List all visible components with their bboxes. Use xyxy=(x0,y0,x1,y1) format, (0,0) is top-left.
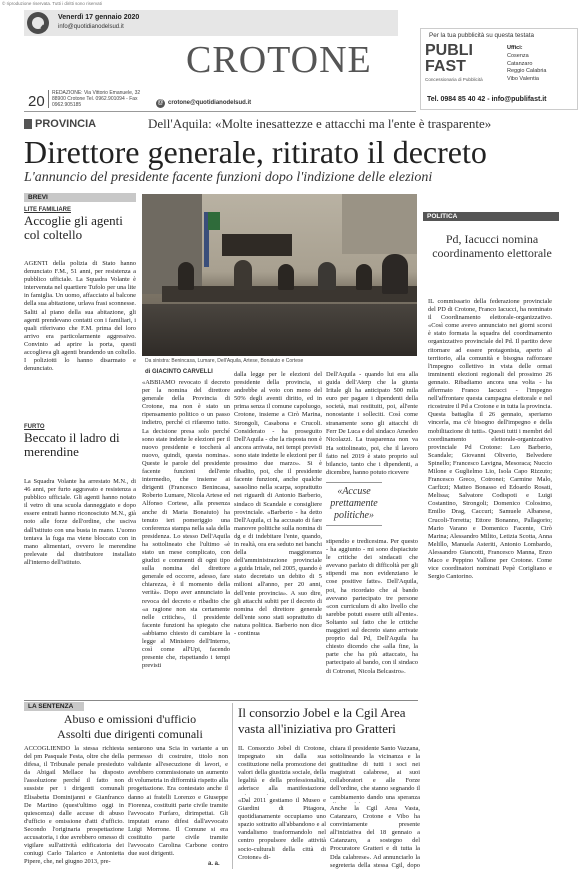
redazione-info: REDAZIONE: Via Vittorio Emanuele, 32 88900 Crotone Tel. 0962.901094 - Fax 0962.905185 xyxy=(52,90,141,108)
section-marker xyxy=(24,119,32,129)
jobel-column-3: chiara il presidente Santo Vazzana, sottolineando la vicinanza e la gratitudine di tutti i soci nei magistrati calabrese, ai suoi collaboratori e alle Forze dell'ordine, che stanno segnando il cambiamento dando una speranza xyxy=(330,745,420,801)
page-number: 20 xyxy=(28,93,45,110)
divider xyxy=(232,703,233,869)
photo-caption: Da sinistra: Benincasa, Lumare, Dell'Aquila, Artese, Bonaiuto e Cortese xyxy=(145,358,304,364)
article-column-2: dalla legge per le elezioni del presidente della provincia, si andrebbe al voto con meno del 50% degli aventi diritto, ed in prima senza il comune capoluogo, Crotone, insieme a Cirò Marina, Strongoli, Casabona e Crucoli. Considerato - ha proseguito Dell'Aquila - che la risposta non è ancora arrivata, nei tempi previsti sono state indette le elezioni per il prossimo due marzo». Si è ribadito, poi, che il presidente facente funzioni, anche qualche sassolino nella scarpa, soprattutto nei riguardi di Antonio Barberio, sindaco di Scandale e consigliere provinciale. «Barberio - ha detto Dell'Aquila, ci ha accusato di fare manovre politiche sulla nomina di dg e di indebitare l'ente, quando, in realtà, ora era seduto nei banchi della maggioranza dell'amministrazione provinciale a guida Iritale, nel 2005, quando è stato decretato un debito di 5 milioni all'anno, per 20 anni, dell'ente provincia». A suo dire, gli attacchi subiti per il decreto di nomina del direttore generale dell'ente sono stati soprattutto di natura politica. Barberio non dice - continua xyxy=(234,371,322,637)
redazione-email[interactable]: crotone@quotidianodelsud.it xyxy=(168,100,252,106)
article-headline: Direttore generale, ritirato il decreto xyxy=(24,134,487,170)
ad-brand-sub: Concessionaria di Pubblicità xyxy=(425,77,483,82)
brevi-item2-kicker: FURTO xyxy=(24,424,45,430)
ad-tagline: Per la tua pubblicità su questa testata xyxy=(429,32,535,39)
ad-offices-list xyxy=(507,53,546,83)
masthead-date: Venerdì 17 gennaio 2020 xyxy=(58,14,140,21)
article-column-3c: stipendio e tredicesima. Per questo - ha aggiunto - mi sono dispiaciute le critiche dei sindacati che avevano parlato di difficoltà per gli stipendi ma non evidenziano le cose positive fatte». Dell'Aquila, poi, ha ricordato che al bando avevano partecipato tre persone «con curriculum di alto livello che sarebbe potuti essere utili all'ente». Soltanto sul fatto che le critiche maggiori sul decreto siano arrivate proprio dal Pd, Dell'Aquila ha chiesto dicendo che «alla fine, la parte che ha più attaccato, ha partecipato al bando, con il sindaco di Cotronei, Nicola Belcastro». xyxy=(326,538,418,675)
email-icon: @ xyxy=(157,100,164,106)
press-conference-photo xyxy=(142,194,417,356)
ad-office: Vibo Valentia xyxy=(507,75,539,82)
divider xyxy=(48,90,49,108)
jobel-column-1: IL Consorzio Jobel di Crotone, impegnato sin dalla sua costituzione nella promozione dei valori della giustizia sociale, della legalità e della professionalità, aderisce alla manifestazione xyxy=(238,745,326,793)
politica-body: IL commissario della federazione provinciale del PD di Crotone, Franco Iacucci, ha nominato il Coordinamento elettorale-organizzativo. «Così come avevo annunciato nei giorni scorsi è stato formata la squadra del coordinamento organizzativo provinciale del Pd. Il partito deve ritornare ad essere protagonista, aperto al territorio, alla comunità e bisogna rafforzare l'impegno collettivo in vista delle ormai imminenti elezioni regionali del prossimo 26 gennaio. Ribadiamo ancora una volta - ha affermato Franco Iacucci - l'impegno nell'affrontare questa campagna elettorale e nel ricostruire il Pd a Crotone e in tutta la provincia. Questa battaglia il 26 gennaio, speriamo vincerla, ma c'è bisogno dell'impegno e della mobilitazione di tutti». Questi tutti i membri del coordinamento elettorale-organizzativo provinciale Pd Crotone: Leo Barberio, Scandale; Giovanni Oliverio, Belvedere Spinello; Francesco Lavigna, Mesoraca; Nuccio Milone e Guglielmo Lio, Isola Capo Rizzuto; Francesco Greco, Cotronei; Carmine Malo, Carfizzi; Matteo Bonasso ed Edoardo Rosati, Melissa; Salvatore Codispoti e Luigi Costantino, Strongoli; Domenico Colosimo, Emilio Drag, Caccuri; Samuele Albanese, Crucoli-Torretta; Ettore Bonanno, Pallagorio; Mario Varano e Domenico Facente, Cirò Marina; Alessandro Milito, Letizia Scotta, Anna Melillo, Manuela Asteriti, Antonio Lombardo, Alessandro Giancotti, Francesco Manna, Enzo Maco e Peppino Vallone per Crotone. Come vice coordinatori nominati Pepè Corigliano e Sergio Cantorino. xyxy=(428,298,552,581)
rule xyxy=(24,700,418,701)
article-pullquote: «Accuse prettamente politiche» xyxy=(326,482,382,526)
article-column-3a: Dell'Aquila - quando lui era alla guida dell'Aterp che la giunta Iritale gli ha anticipato 500 mila euro per pagare i dipendenti della società, mai restituiti, poi, all'ente nonostante i solleciti. Così come stranamente sono gli attacchi di Ferr De Luca e del sindaco Amedeo Nicolazzi. La trasparenza non va xyxy=(326,371,418,443)
brevi-item1-title: Accoglie gli agenti col coltello xyxy=(24,213,123,242)
article-kicker: Dell'Aquila: «Molte inesattezze e attacchi ma l'ente è trasparente» xyxy=(148,116,492,131)
sentenza-title-line1: Abuso e omissioni d'ufficio xyxy=(63,712,197,726)
quotidiano-logo-icon xyxy=(27,12,49,34)
brevi-item1-kicker: LITE FAMILIARE xyxy=(24,207,71,213)
ad-brand: PUBLI FAST xyxy=(425,42,473,75)
jobel-title-line1: Il consorzio Jobel e la Cgil Area xyxy=(238,705,406,720)
ad-offices-label: Uffici: xyxy=(507,45,523,51)
article-column-1: «ABBIAMO revocato il decreto per la nomina del direttore generale della Provincia di Crotone, ma non è stato un ripensamento politico o un passo indietro, perché ci rifaremo tutto. La decisione presa solo perché sono state indette le elezioni per il nuovo presidente e toccherà al nuovo, quindi, questa nomina». Queste le parole del presidente facente funzioni dell'ente intermedio, che insieme ai dirigenti (Francesco Benincasa, Roberto Lumare, Nicola Artese ed Alfonso Cortese, alla presenza anche di Maria Bonaiuto) ha tenuto ieri pomeriggio una conferenza stampa nella sala della presidenza. Lo stesso Dell'Aquila ha sottolineato che l'ultimo «è stato un mese complicato, con giudizi e commenti di ogni tipo sulla nomina del direttore generale ed occorre, adesso, fare chiarezza, è il momento della verità». Dopo aver annunciato la revoca del decreto e ribadito che «a ragione non sta certamente nelle critiche», il presidente facente funzioni ha spiegato che «abbiamo chiesto di cambiare la legge al Ministero dell'Interno, così come all'Upi, facendo presente che, rispettando i tempi previsti xyxy=(142,379,230,670)
jobel-title-line2: vasta all'iniziativa pro Gratteri xyxy=(238,721,396,736)
sentenza-title-line2: Assolti due dirigenti comunali xyxy=(57,727,203,741)
article-subhead: L'annuncio del presidente facente funzioni dopo l'indizione delle elezioni xyxy=(24,170,433,185)
article-byline: di GIACINTO CARVELLI xyxy=(145,369,213,375)
copyright-note: © riproduzione riservata. Tutti i diritti sono riservati xyxy=(2,1,102,6)
ad-contact: Tel. 0984 85 40 42 - info@publifast.it xyxy=(427,96,547,103)
publifast-ad[interactable] xyxy=(420,28,578,110)
ad-office: Catanzaro xyxy=(507,60,533,67)
sentenza-label: LA SENTENZA xyxy=(24,702,84,711)
article-column-3b: Ha sottolineato, poi, che il lavoro fatto nel 2019 è stato proprio sul bilancio, tanto che i dipendenti, a dicembre, hanno potuto ricevere xyxy=(326,445,418,477)
sentenza-column-2: sentarono una Scia in variante a un permesso di costruire, titolo non validante all'esecuzione di lavori, e avrebbero commissionato un aumento di volumetria in difformità rispetto alla progettazione. Era contestato anche il danno ai fratelli Lorenzo e Giuseppe Fiorenza, costituiti parte civile tramite l'avvocato Furfaro, dirimpettai. Gli imputati erano difesi dall'avvocato Luigi Morrone. Il Comune si era costituito parte civile tramite l'avvocato Carolina Carbone contro due suoi dirigenti. xyxy=(128,745,228,858)
rule xyxy=(24,111,416,112)
jobel-column-2: «Dal 2011 gestiamo il Museo e Giardini di Pitagora, quotidianamente occupiamo uno spazio sottratto all'abbandono e al vandalismo trasformandolo nel centro propulsore delle attività socio-culturali della città di Crotone» di- xyxy=(238,797,326,861)
masthead-site[interactable]: info@quotidianodelsud.it xyxy=(58,24,124,30)
jobel-column-3b: Anche la Cgil Area Vasta, Catanzaro, Crotone e Vibo ha convintamente presente all'iniziativa del 18 gennaio a Catanzaro, a sostegno del Procuratore Gratteri e di tutta la Dda calabrese». Ad annunciarlo la segreteria della stessa Cgil, dopo xyxy=(330,805,420,869)
brevi-label: BREVI xyxy=(24,193,136,202)
ad-office: Cosenza xyxy=(507,53,529,59)
politica-label: POLITICA xyxy=(423,212,559,221)
section-provincia: PROVINCIA xyxy=(35,118,97,130)
brevi-item2-title: Beccato il ladro di merendine xyxy=(24,430,120,459)
politica-title: Pd, Iacucci nomina coordinamento elettorale xyxy=(432,232,552,260)
sentenza-signature: a. a. xyxy=(208,861,220,867)
section-city-title: CROTONE xyxy=(186,39,372,81)
brevi-item2-body: La Squadra Volante ha arrestato M.N., di 46 anni, per furto aggravato e resistenza a pubblico ufficiale. Gli agenti hanno notato il vetro di una scuola danneggiato e dopo essere entrati hanno riconosciuto M.N., già noto alle forze dell'ordine, che usciva dall'istituto con una busta in mano. L'uomo tentava la fuga ma viene bloccato con in mano alimentari, ovvero le merendine prelevate dal distributore installato all'interno dell'istituto. xyxy=(24,478,136,566)
ad-office: Reggio Calabria xyxy=(507,68,547,74)
brevi-item1-body: AGENTI della polizia di Stato hanno denunciato F.M., 51 anni, per resistenza a pubblico ufficiale. La Squadra Volante è intervenuta nel quartiere Tufolo per una lite in famiglia. Un uomo, affacciato al balcone della sua abitazione, urlava frasi sconnesse. Saliti al piano della sua abitazione, gli agenti prendevano contatti con i familiari, i quali riferivano che F.M. prima del loro arrivo era particolarmente aggressivo. Convinto ad aprire la porta, questi accoglieva gli agenti brandendo un coltello. I poliziotti lo hanno disarmato e denunciato. xyxy=(24,260,136,373)
sentenza-column-1: ACCOGLIENDO la stessa richiesta del pm Pasquale Festa, oltre che della difesa, il Tribunale penale presieduto da Abigail Mellace ha disposto l'assoluzione perché il fatto non sussiste per i dirigenti comunali Elisabetta Dominijanni e Gianfranco De Martino (quest'ultimo oggi in quiescenza) dalle accuse di abuso d'ufficio e omissione d'atti d'ufficio. Secondo l'originaria prospettazione accusatoria, i due avrebbero omesso di vigilare sull'attività edificatoria dei coniugi Carlo Talarico e Antonietta Pipere, che, nel giugno 2013, pre- xyxy=(24,745,124,866)
